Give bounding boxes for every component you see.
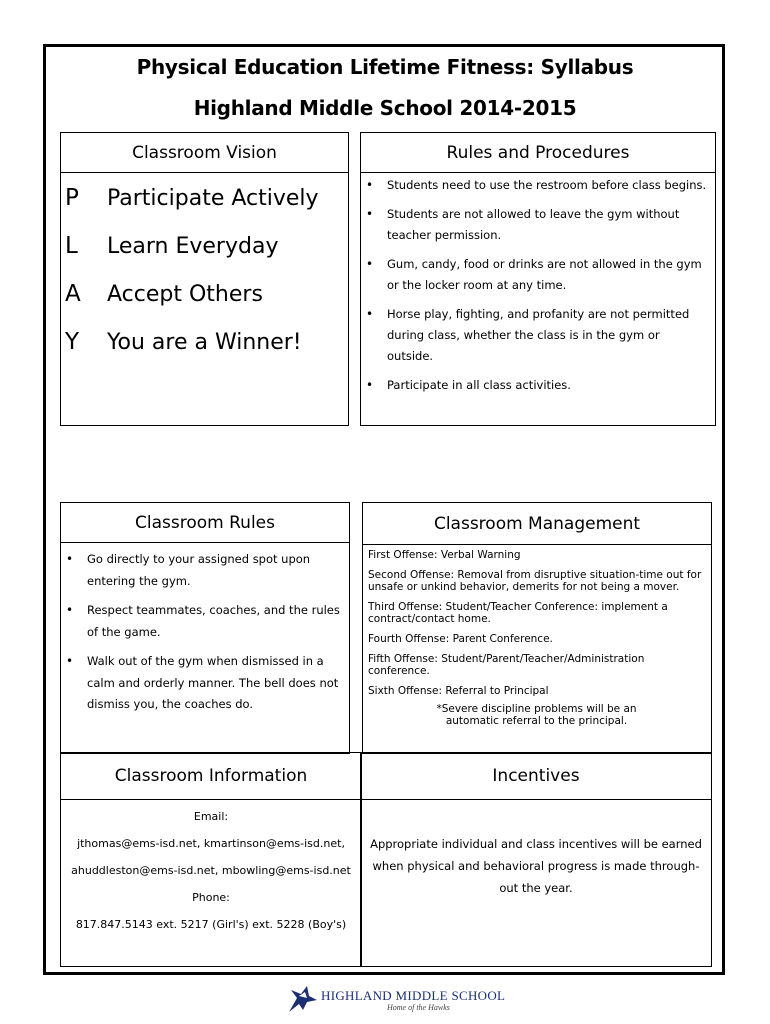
rules-procedures-box [360, 132, 716, 426]
offense-line: Fifth Offense: Student/Parent/Teacher/Administration conference. [368, 653, 645, 677]
school-name: HIGHLAND MIDDLE SCHOOL [321, 988, 506, 1003]
classroom-information-heading: Classroom Information [61, 753, 361, 800]
vision-row-l [65, 233, 278, 259]
contact-info [61, 803, 361, 938]
vision-text: Accept Others [107, 282, 263, 307]
syllabus-title: Physical Education Lifetime Fitness: Syllabus [136, 55, 634, 79]
email-line: jthomas@ems-isd.net, kmartinson@ems-isd.net, [77, 837, 345, 850]
hawk-icon [287, 984, 319, 1014]
rules-procedures-heading: Rules and Procedures [361, 133, 715, 173]
list-item: • Horse play, fighting, and profanity are not permitted during class, whether the class is in the gym or outside. [366, 307, 690, 363]
incentives-heading: Incentives [361, 753, 711, 800]
vision-row-a [65, 281, 263, 307]
vision-row-y [65, 329, 302, 355]
procedures-list [363, 175, 707, 404]
offense-line: Second Offense: Removal from disruptive situation-time out for unsafe or unkind behavior, demerits for not being a mover. [368, 569, 702, 593]
phone-line: 817.847.5143 ext. 5217 (Girl's) ext. 5228 (Boy's) [75, 918, 347, 931]
classroom-management-heading: Classroom Management [363, 503, 711, 545]
offense-line: Fourth Offense: Parent Conference. [368, 633, 553, 645]
list-item: • Participate in all class activities. [366, 378, 571, 392]
classroom-vision-box [60, 132, 349, 426]
classroom-rules-box [60, 502, 350, 754]
vision-letter: P [65, 185, 79, 211]
classroom-management-box [362, 502, 712, 754]
school-logo [287, 984, 506, 1014]
vision-letter: L [65, 233, 78, 259]
email-label: Email: [193, 810, 229, 823]
vision-letter: Y [65, 329, 80, 355]
incentives-box [360, 752, 712, 967]
school-year-title: Highland Middle School 2014-2015 [193, 96, 577, 120]
list-item: • Respect teammates, coaches, and the rules of the game. [66, 603, 340, 639]
list-item: • Gum, candy, food or drinks are not allowed in the gym or the locker room at any time. [366, 257, 702, 292]
offense-line: First Offense: Verbal Warning [368, 549, 521, 561]
school-tagline: Home of the Hawks [387, 1003, 450, 1012]
list-item: • Go directly to your assigned spot upon entering the gym. [66, 552, 311, 588]
incentives-text: Appropriate individual and class incentives will be earned when physical and behavioral progress is made through-out the year. [370, 837, 702, 895]
rules-list [63, 549, 341, 724]
vision-text: Participate Actively [107, 186, 319, 211]
list-item: • Walk out of the gym when dismissed in a calm and orderly manner. The bell does not dismiss you, the coaches do. [66, 654, 339, 711]
offense-list [368, 549, 705, 735]
severe-note: *Severe discipline problems will be an automatic referral to the principal. [436, 703, 637, 727]
phone-label: Phone: [192, 891, 230, 904]
classroom-vision-heading: Classroom Vision [61, 133, 348, 173]
vision-row-p [65, 185, 319, 211]
list-item: • Students are not allowed to leave the gym without teacher permission. [366, 207, 680, 242]
vision-text: Learn Everyday [107, 234, 279, 259]
email-line: ahuddleston@ems-isd.net, mbowling@ems-isd.net [71, 864, 351, 877]
offense-line: Third Offense: Student/Teacher Conference: implement a contract/contact home. [368, 601, 668, 625]
classroom-rules-heading: Classroom Rules [61, 503, 349, 543]
vision-text: You are a Winner! [107, 330, 302, 355]
list-item: • Students need to use the restroom before class begins. [366, 178, 707, 192]
vision-letter: A [65, 281, 81, 307]
offense-line: Sixth Offense: Referral to Principal [368, 685, 549, 697]
classroom-information-box [60, 752, 362, 967]
